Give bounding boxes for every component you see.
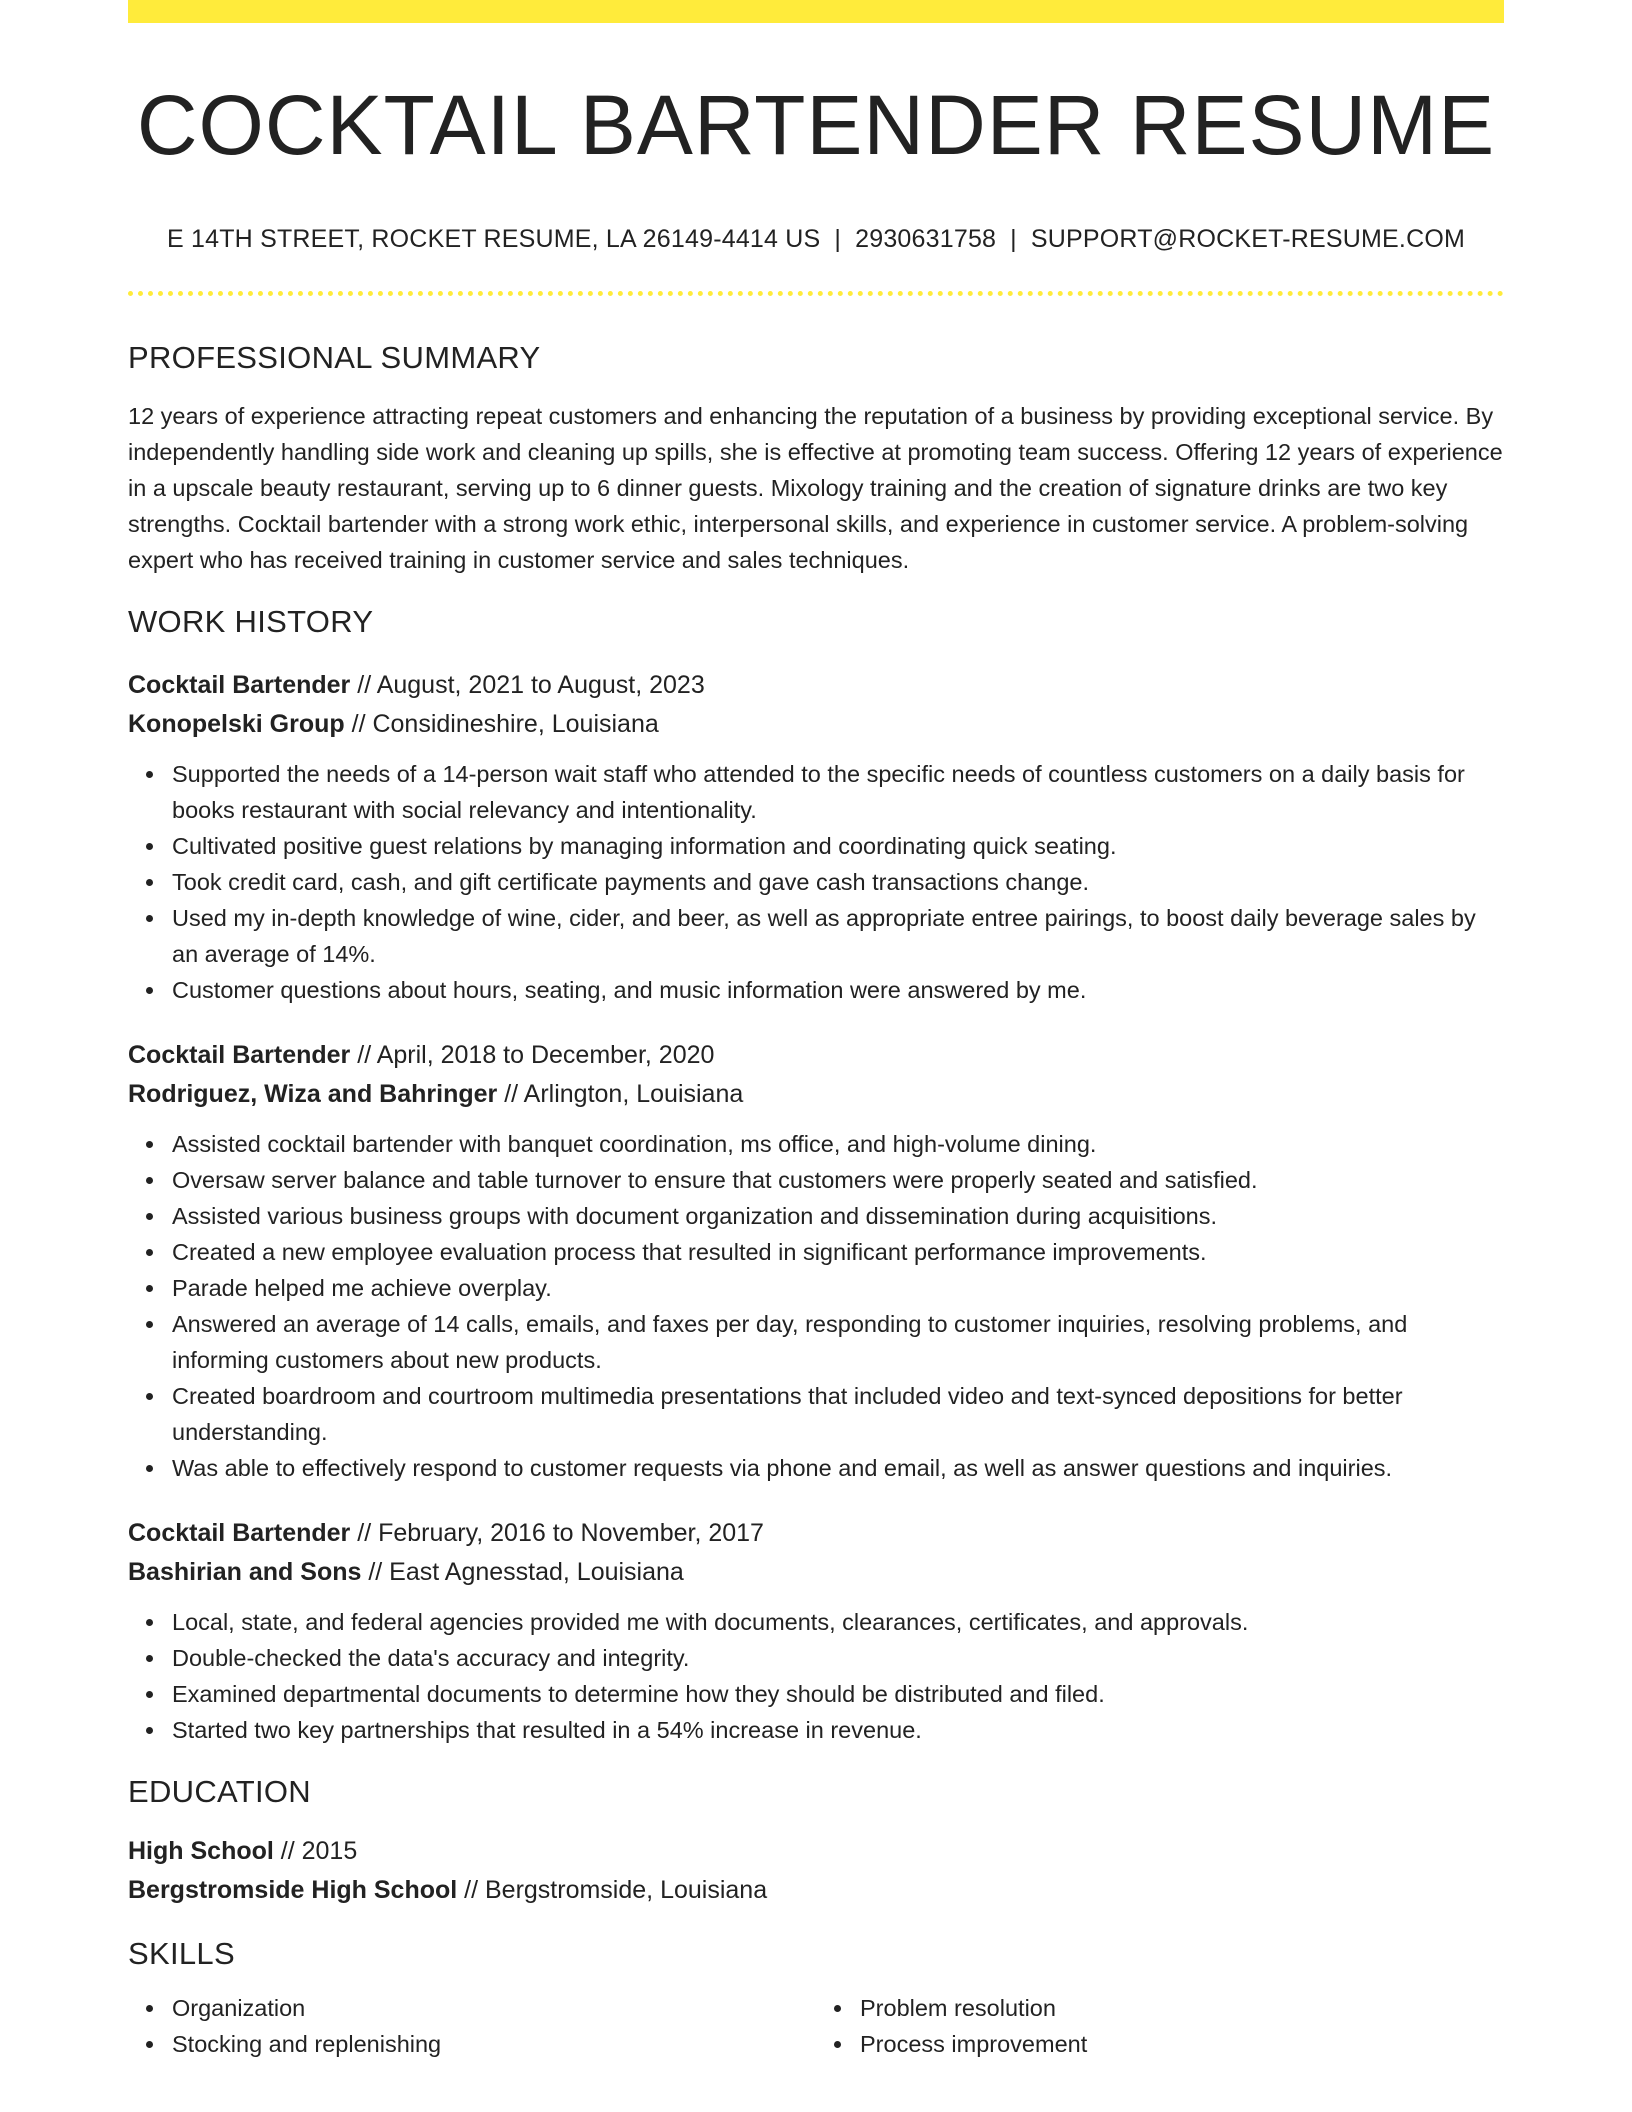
list-item: Parade helped me achieve overplay. xyxy=(172,1270,1504,1306)
list-item: Examined departmental documents to determine how they should be distributed and filed. xyxy=(172,1676,1504,1712)
contact-email: SUPPORT@ROCKET-RESUME.COM xyxy=(1030,225,1466,254)
summary-heading: PROFESSIONAL SUMMARY xyxy=(128,340,541,376)
job-company: Konopelski Group xyxy=(128,710,345,739)
job-dates: // August, 2021 to August, 2023 xyxy=(350,671,705,700)
list-item: Used my in-depth knowledge of wine, cider, and beer, as well as appropriate entree pairings, to boost daily beverage sales by an average of 14%. xyxy=(172,900,1504,972)
skills-columns xyxy=(128,1990,1504,2062)
list-item: Cultivated positive guest relations by managing information and coordinating quick seating. xyxy=(172,828,1504,864)
job-title-line xyxy=(128,1036,1504,1075)
job-title-line xyxy=(128,666,1504,705)
contact-address: E 14TH STREET, ROCKET RESUME, LA 26149-4414 US xyxy=(166,225,821,254)
education-heading: EDUCATION xyxy=(128,1774,311,1810)
job-company-line xyxy=(128,1553,1504,1592)
list-item: Created boardroom and courtroom multimedia presentations that included video and text-synced depositions for better understanding. xyxy=(172,1378,1504,1450)
list-item: Started two key partnerships that resulted in a 54% increase in revenue. xyxy=(172,1712,1504,1748)
list-item: Assisted various business groups with document organization and dissemination during acquisitions. xyxy=(172,1198,1504,1234)
accent-top-bar xyxy=(128,0,1504,23)
summary-text: 12 years of experience attracting repeat customers and enhancing the reputation of a business by providing exceptional service. By independently handling side work and cleaning up spills, she is effective at promoting team success. Offering 12 years of experience in a upscale beauty restaurant, serving up to 6 dinner guests. Mixology training and the creation of signature drinks are two key strengths. Cocktail bartender with a strong work ethic, interpersonal skills, and experience in customer service. A problem-solving expert who has received training in customer service and sales techniques. xyxy=(128,403,1503,574)
education-entry xyxy=(128,1832,1504,1910)
job-company: Rodriguez, Wiza and Bahringer xyxy=(128,1080,498,1109)
job-location: // Arlington, Louisiana xyxy=(497,1080,744,1109)
school-line xyxy=(128,1871,1504,1910)
contact-separator: | xyxy=(1010,225,1017,254)
list-item: Took credit card, cash, and gift certificate payments and gave cash transactions change. xyxy=(172,864,1504,900)
list-item: Was able to effectively respond to customer requests via phone and email, as well as answer questions and inquiries. xyxy=(172,1450,1504,1486)
school-location: // Bergstromside, Louisiana xyxy=(457,1876,768,1905)
contact-line xyxy=(128,225,1504,254)
job-title: Cocktail Bartender xyxy=(128,1519,351,1548)
list-item: Supported the needs of a 14-person wait staff who attended to the specific needs of countless customers on a daily basis for books restaurant with social relevancy and intentionality. xyxy=(172,756,1504,828)
job-entry xyxy=(128,1036,1504,1486)
skill-item: Organization xyxy=(172,1990,816,2026)
job-title-line xyxy=(128,1514,1504,1553)
job-dates: // April, 2018 to December, 2020 xyxy=(350,1041,715,1070)
job-company-line xyxy=(128,705,1504,744)
degree: High School xyxy=(128,1837,274,1866)
school-name: Bergstromside High School xyxy=(128,1876,458,1905)
job-duties-list xyxy=(128,756,1504,1008)
list-item: Oversaw server balance and table turnover to ensure that customers were properly seated and satisfied. xyxy=(172,1162,1504,1198)
contact-phone: 2930631758 xyxy=(855,225,997,254)
job-title: Cocktail Bartender xyxy=(128,1041,351,1070)
skill-item: Stocking and replenishing xyxy=(172,2026,816,2062)
job-company: Bashirian and Sons xyxy=(128,1558,362,1587)
skills-list-right xyxy=(816,1990,1504,2062)
contact-separator: | xyxy=(834,225,842,254)
list-item: Assisted cocktail bartender with banquet coordination, ms office, and high-volume dining. xyxy=(172,1126,1504,1162)
job-duties-list xyxy=(128,1126,1504,1486)
skill-item: Problem resolution xyxy=(860,1990,1504,2026)
job-duties-list xyxy=(128,1604,1504,1748)
list-item: Answered an average of 14 calls, emails, and faxes per day, responding to customer inquiries, resolving problems, and informing customers about new products. xyxy=(172,1306,1504,1378)
skill-item: Process improvement xyxy=(860,2026,1504,2062)
graduation-year: // 2015 xyxy=(273,1837,358,1866)
degree-line xyxy=(128,1832,1504,1871)
resume-title: COCKTAIL BARTENDER RESUME xyxy=(136,78,1496,172)
dotted-divider xyxy=(128,291,1504,296)
job-company-line xyxy=(128,1075,1504,1114)
resume-page xyxy=(128,0,1504,2062)
job-dates: // February, 2016 to November, 2017 xyxy=(350,1519,764,1548)
list-item: Customer questions about hours, seating, and music information were answered by me. xyxy=(172,972,1504,1008)
list-item: Double-checked the data's accuracy and integrity. xyxy=(172,1640,1504,1676)
skills-heading: SKILLS xyxy=(128,1936,235,1972)
job-entry xyxy=(128,666,1504,1008)
job-location: // Considineshire, Louisiana xyxy=(344,710,659,739)
work-history-heading: WORK HISTORY xyxy=(128,604,374,640)
list-item: Created a new employee evaluation process that resulted in significant performance improvements. xyxy=(172,1234,1504,1270)
list-item: Local, state, and federal agencies provided me with documents, clearances, certificates, and approvals. xyxy=(172,1604,1504,1640)
job-title: Cocktail Bartender xyxy=(128,671,351,700)
skills-list-left xyxy=(128,1990,816,2062)
job-location: // East Agnesstad, Louisiana xyxy=(361,1558,684,1587)
job-entry xyxy=(128,1514,1504,1748)
